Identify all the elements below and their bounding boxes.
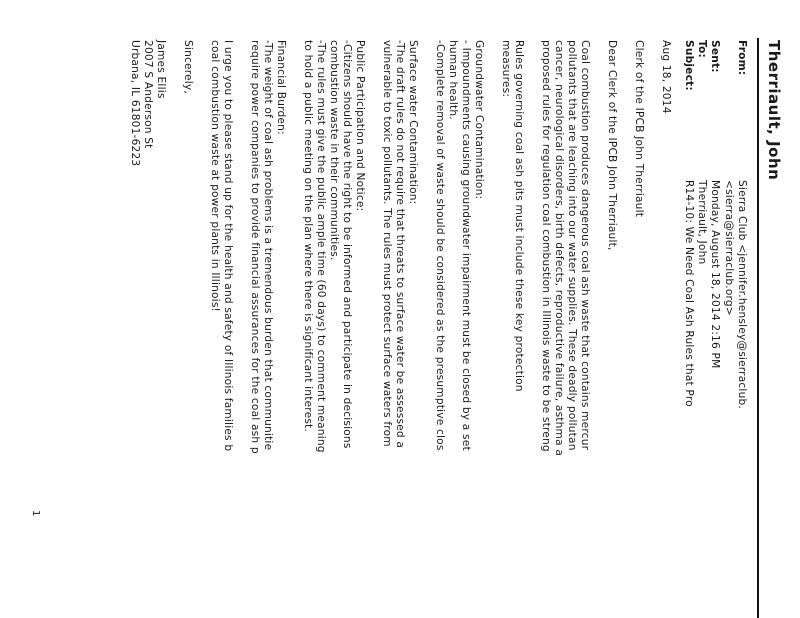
financial-heading: Financial Burden: bbox=[275, 40, 287, 135]
salutation-line-2: Dear Clerk of the IPCB John Therriault, bbox=[606, 40, 618, 251]
signature-city: Urbana, IL 61801-6223 bbox=[129, 40, 141, 167]
surface-line: -The draft rules do not require that threats to surface water be assessed a bbox=[394, 40, 406, 449]
public-line: combustion waste in their communities. bbox=[328, 40, 340, 261]
financial-line: -The weight of coal ash problems is a tremendous burden that communitie bbox=[262, 40, 274, 451]
to-value: Therriault, John bbox=[696, 180, 709, 265]
public-line: -The rules must give the public ample time (60 days) to comment meaning bbox=[315, 40, 327, 453]
title-rule bbox=[757, 38, 759, 618]
from-value-cont: <sierra@sierraclub.org> bbox=[722, 180, 735, 316]
document-title: Therriault, John bbox=[765, 40, 783, 181]
from-value: Sierra Club <jennifer.hensley@sierraclub. bbox=[736, 180, 748, 409]
public-line: to hold a public meeting on the plan where there is significant interest. bbox=[302, 40, 314, 432]
groundwater-line: -Complete removal of waste should be considered as the presumptive clos bbox=[434, 40, 446, 451]
sent-label: Sent: bbox=[709, 40, 722, 73]
rules-intro-line: Rules governing coal ash pits must include these key protection bbox=[513, 40, 525, 392]
sent-value: Monday, August 18, 2014 2:16 PM bbox=[709, 180, 722, 369]
salutation-line-1: Clerk of the IPCB John Therriault bbox=[633, 40, 645, 218]
groundwater-line: human health. bbox=[447, 40, 459, 120]
urge-line: I urge you to please stand up for the health and safety of Illinois families b bbox=[222, 40, 234, 452]
from-label: From: bbox=[736, 40, 748, 76]
intro-line: Coal combustion produces dangerous coal ash waste that contains mercur bbox=[579, 40, 591, 451]
groundwater-heading: Groundwater Contamination: bbox=[473, 40, 485, 200]
surface-line: vulnerable to toxic pollutants. The rules must protect surface waters from bbox=[381, 40, 393, 447]
financial-line: require power companies to provide financial assurances for the coal ash p bbox=[249, 40, 261, 454]
signature-street: 2007 S Anderson St bbox=[142, 40, 154, 149]
closing: Sincerely, bbox=[182, 40, 194, 94]
intro-line: cancer, neurological disorders, birth defects, reproductive failure, asthma a bbox=[553, 40, 565, 457]
surface-heading: Surface water Contamination: bbox=[407, 40, 419, 205]
page-number: 1 bbox=[30, 510, 41, 517]
rules-intro-line: measures: bbox=[500, 40, 512, 98]
signature-name: James Ellis bbox=[155, 40, 167, 99]
subject-value: R14-10: We Need Coal Ash Rules that Pro bbox=[682, 180, 695, 407]
public-line: -Citizens should have the right to be informed and participate in decisions bbox=[341, 40, 353, 449]
letter-date: Aug 18, 2014 bbox=[660, 40, 672, 114]
urge-line: coal combustion waste at power plants in Illinois! bbox=[209, 40, 221, 312]
intro-line: pollutants that are leaching into our water supplies. These deadly pollutan bbox=[566, 40, 578, 451]
to-label: To: bbox=[696, 40, 709, 58]
groundwater-line: - Impoundments causing groundwater impairment must be closed by a set bbox=[460, 40, 472, 451]
intro-line: proposed rules for regulation coal combustion in Illinois waste to be streng bbox=[540, 40, 552, 452]
subject-label: Subject: bbox=[682, 40, 695, 91]
public-heading: Public Participation and Notice: bbox=[354, 40, 366, 212]
